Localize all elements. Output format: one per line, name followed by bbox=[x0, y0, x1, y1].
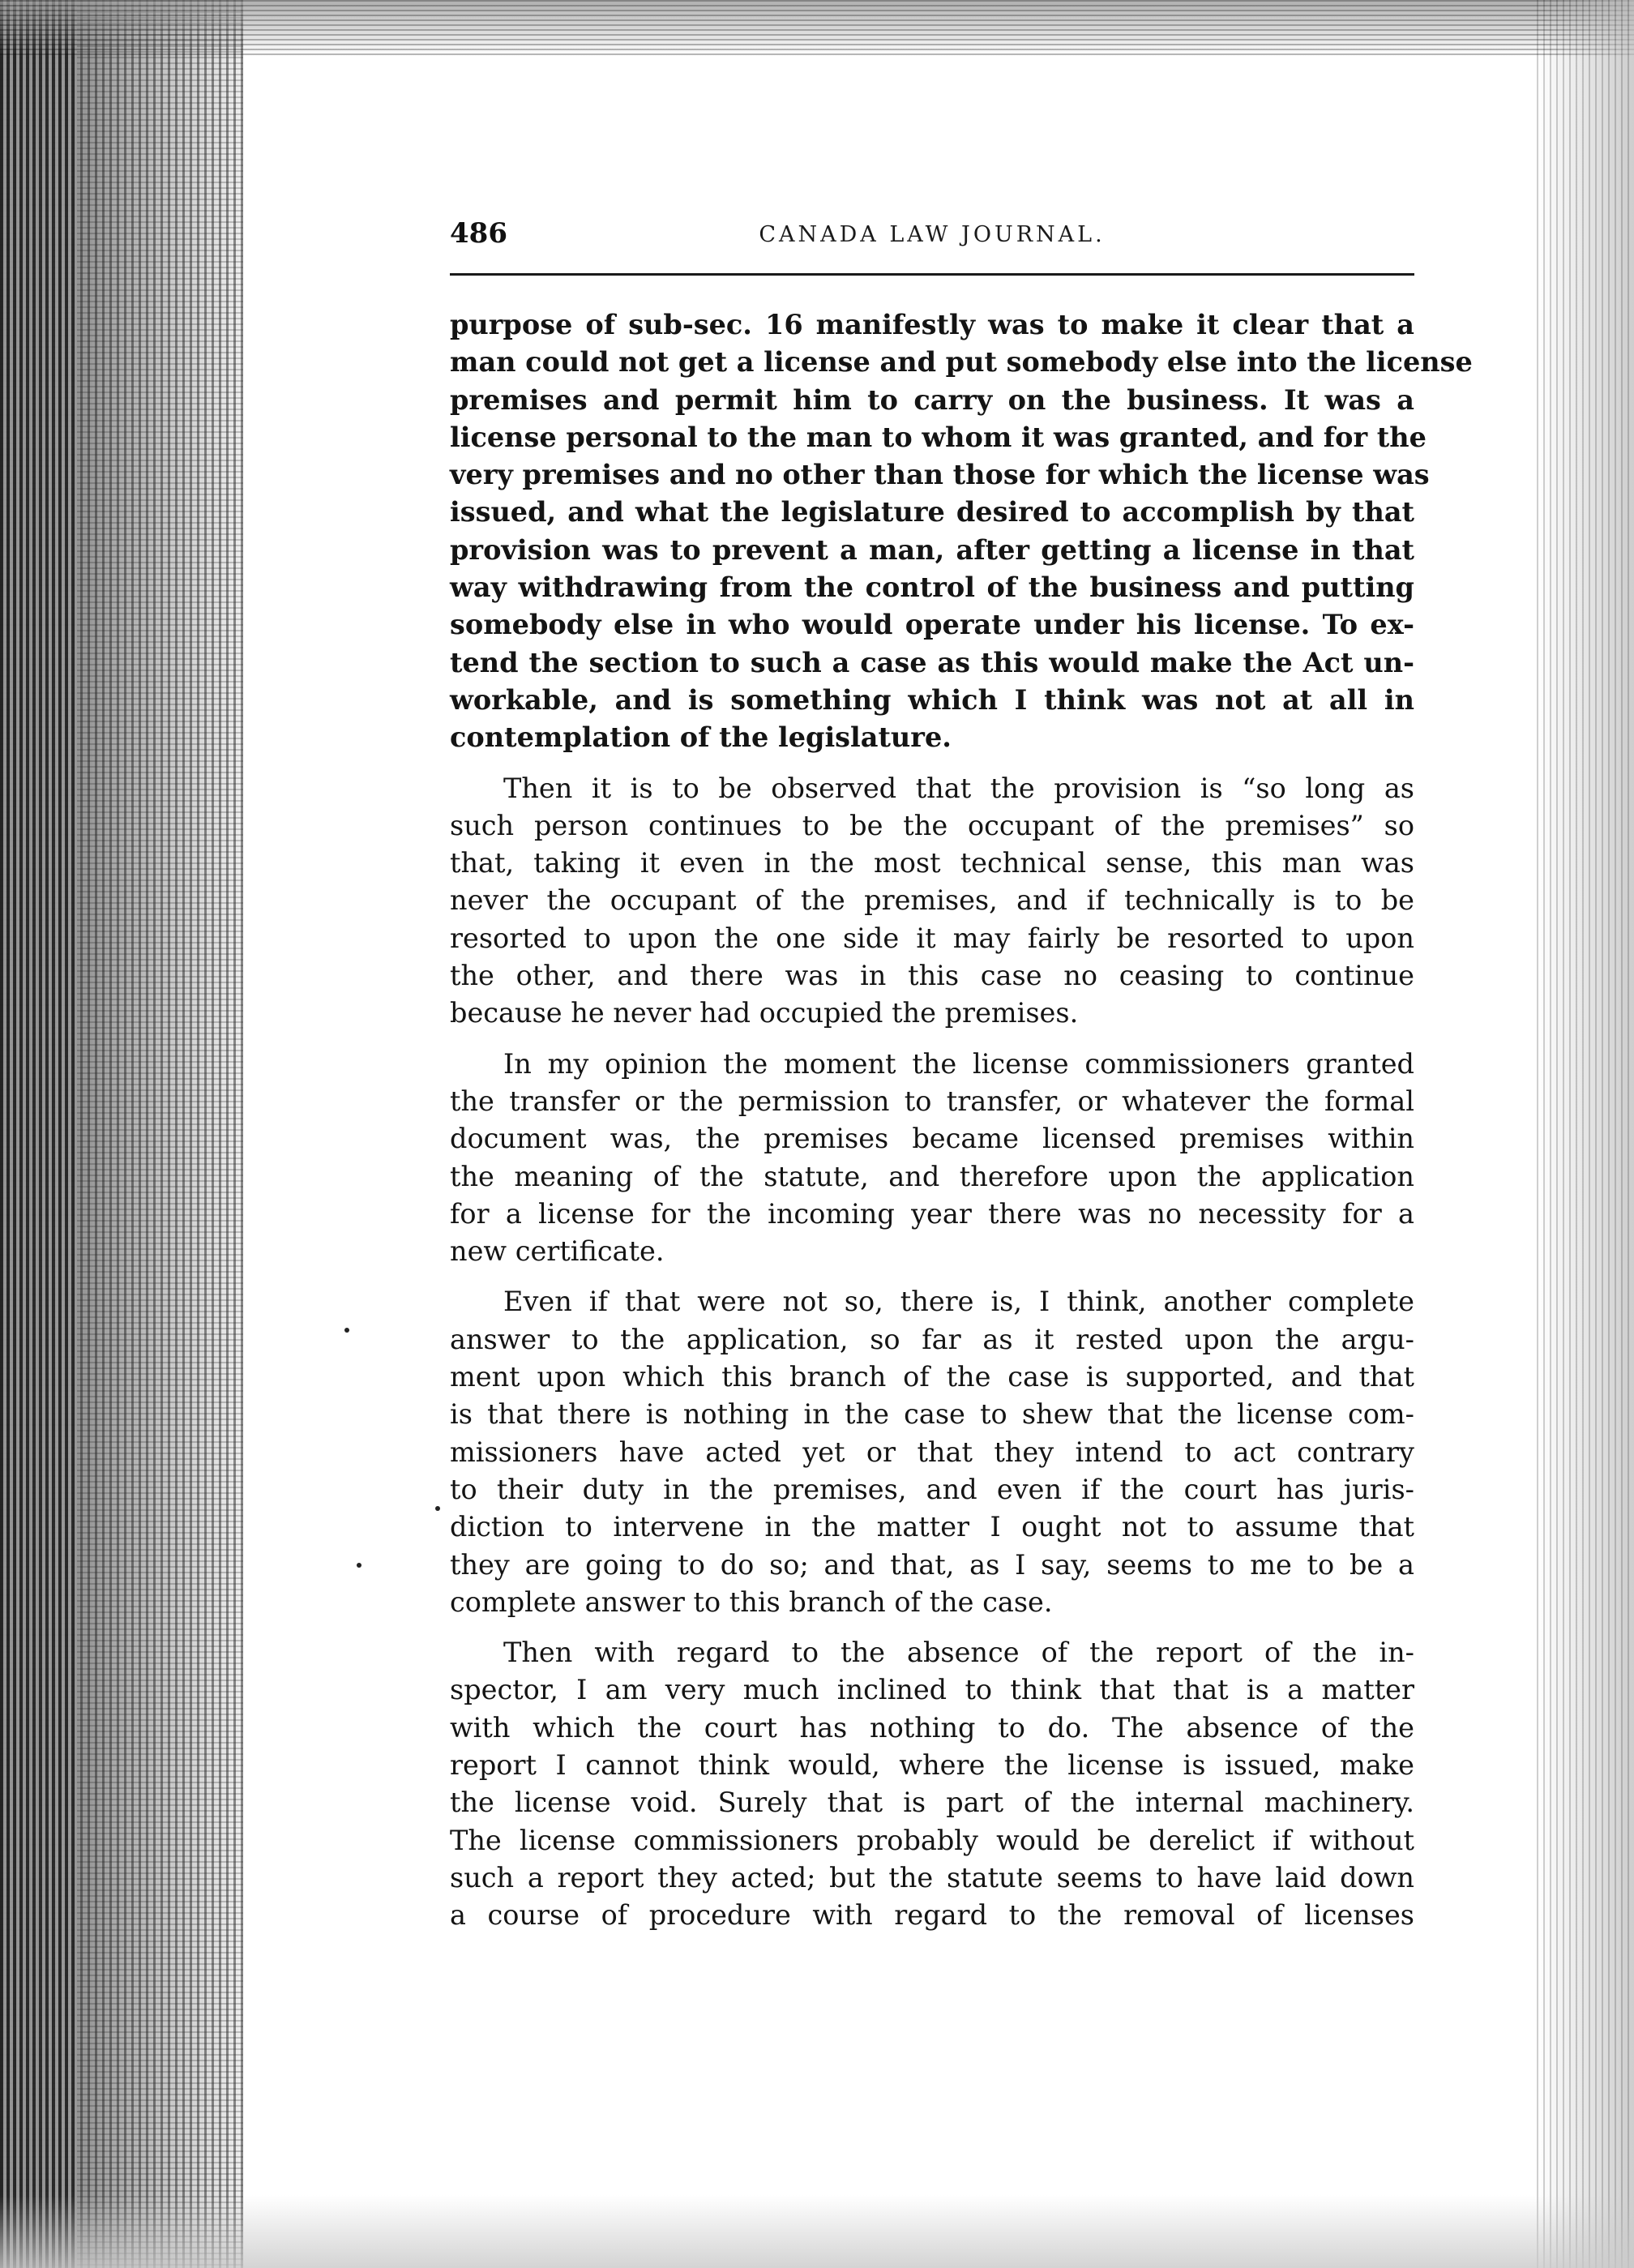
ink-speck bbox=[357, 1563, 361, 1568]
page-number: 486 bbox=[450, 217, 507, 250]
text-line: complete answer to this branch of the case. bbox=[450, 1585, 1053, 1618]
text-line: a course of procedure with regard to the removal of licenses bbox=[450, 1899, 1414, 1932]
paragraph-4 bbox=[450, 1283, 1414, 1621]
text-line: workable, and is something which I think was not at all in bbox=[450, 683, 1414, 716]
text-line: Then with regard to the absence of the report of the in- bbox=[503, 1637, 1414, 1669]
text-line: provision was to prevent a man, after getting a license in that bbox=[450, 533, 1414, 566]
text-line: that, taking it even in the most technical sense, this man was bbox=[450, 847, 1414, 879]
top-page-edge bbox=[0, 0, 1634, 57]
bottom-page-edge bbox=[0, 2195, 1634, 2268]
text-line: they are going to do so; and that, as I say, seems to me to be a bbox=[450, 1548, 1414, 1581]
running-head bbox=[450, 217, 1414, 258]
ink-speck bbox=[344, 1328, 349, 1333]
ink-speck bbox=[435, 1506, 440, 1511]
text-line: somebody else in who would operate under his license. To ex- bbox=[450, 609, 1414, 641]
text-line: never the occupant of the premises, and if technically is to be bbox=[450, 884, 1414, 917]
text-line: for a license for the incoming year there was no necessity for a bbox=[450, 1197, 1414, 1230]
text-line: the license void. Surely that is part of the internal machinery. bbox=[450, 1787, 1414, 1819]
text-line: Even if that were not so, there is, I think, another complete bbox=[503, 1286, 1414, 1318]
text-line: new certificate. bbox=[450, 1235, 665, 1268]
header-rule bbox=[450, 273, 1414, 276]
text-line: spector, I am very much inclined to think that that is a matter bbox=[450, 1674, 1414, 1706]
text-line: resorted to upon the one side it may fairly be resorted to upon bbox=[450, 922, 1414, 954]
body-text bbox=[450, 306, 1473, 1947]
text-line: the meaning of the statute, and therefore upon the application bbox=[450, 1160, 1414, 1192]
book-binding-edge bbox=[0, 0, 77, 2268]
text-line: with which the court has nothing to do. The absence of the bbox=[450, 1711, 1414, 1744]
text-line: report I cannot think would, where the license is issued, make bbox=[450, 1748, 1414, 1781]
text-line: the other, and there was in this case no ceasing to continue bbox=[450, 960, 1414, 992]
text-line: the transfer or the permission to transfer, or whatever the formal bbox=[450, 1085, 1414, 1117]
text-line: In my opinion the moment the license commissioners granted bbox=[503, 1047, 1414, 1080]
text-line: is that there is nothing in the case to shew that the license com- bbox=[450, 1398, 1414, 1431]
text-line: purpose of sub-sec. 16 manifestly was to make it clear that a bbox=[450, 309, 1414, 340]
right-page-edge bbox=[1537, 0, 1634, 2268]
text-line: The license commissioners probably would be derelict if without bbox=[450, 1824, 1414, 1856]
text-line: ment upon which this branch of the case is supported, and that bbox=[450, 1361, 1414, 1393]
text-line: man could not get a license and put somebody else into the license bbox=[450, 346, 1473, 379]
text-line: diction to intervene in the matter I ought not to assume that bbox=[450, 1511, 1414, 1543]
text-line: missioners have acted yet or that they intend to act contrary bbox=[450, 1436, 1414, 1468]
text-line: document was, the premises became licensed premises within bbox=[450, 1123, 1414, 1155]
text-line: such a report they acted; but the statute seems to have laid down bbox=[450, 1861, 1414, 1894]
paragraph-3 bbox=[450, 1046, 1414, 1271]
text-line: answer to the application, so far as it rested upon the argu- bbox=[450, 1323, 1414, 1355]
text-line: to their duty in the premises, and even if the court has juris- bbox=[450, 1473, 1414, 1505]
text-line: license personal to the man to whom it was granted, and for the bbox=[450, 421, 1427, 453]
paragraph-1 bbox=[450, 306, 1473, 757]
text-line: because he never had occupied the premises. bbox=[450, 997, 1079, 1029]
text-line: very premises and no other than those for which the license was bbox=[450, 459, 1430, 491]
paragraph-5 bbox=[450, 1634, 1414, 1934]
paragraph-2 bbox=[450, 770, 1414, 1033]
text-line: premises and permit him to carry on the business. It was a bbox=[450, 383, 1414, 416]
text-line: contemplation of the legislature. bbox=[450, 721, 952, 754]
journal-title: CANADA LAW JOURNAL. bbox=[759, 222, 1106, 247]
text-line: Then it is to be observed that the provision is “so long as bbox=[503, 772, 1414, 804]
text-line: tend the section to such a case as this would make the Act un- bbox=[450, 646, 1414, 678]
text-line: way withdrawing from the control of the business and putting bbox=[450, 571, 1414, 604]
text-line: issued, and what the legislature desired to accomplish by that bbox=[450, 496, 1414, 528]
text-line: such person continues to be the occupant of the premises” so bbox=[450, 809, 1414, 841]
